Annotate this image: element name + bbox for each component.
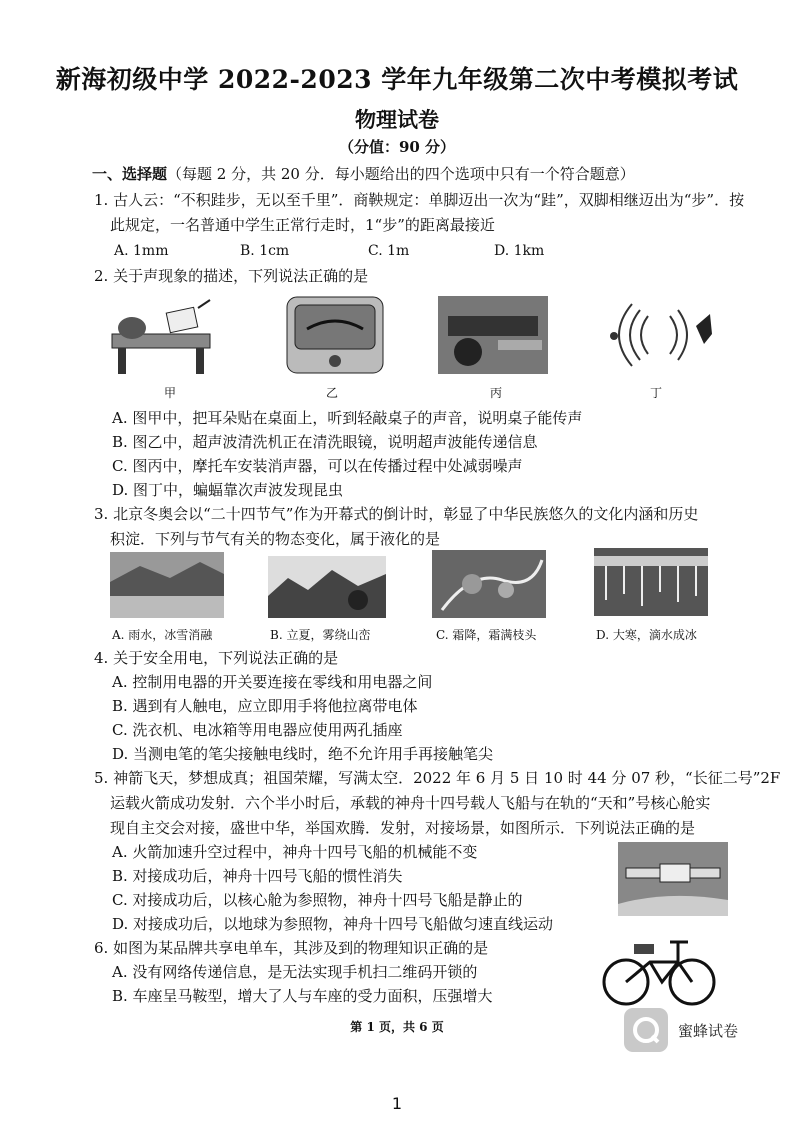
q1-option-c: C. 1m [368, 243, 410, 259]
q2-caption-yi: 乙 [325, 386, 338, 400]
q3-line1: 3. 北京冬奥会以“二十四节气”作为开幕式的倒计时，彰显了中华民族悠久的文化内涵和历史 [94, 505, 699, 523]
q1-option-d: D. 1km [494, 243, 545, 259]
q1-option-a: A. 1mm [114, 243, 169, 259]
q3-image-b [268, 556, 386, 618]
brand-name: 蜜蜂试卷 [678, 1022, 739, 1040]
q4-option-a: A. 控制用电器的开关要连接在零线和用电器之间 [112, 673, 433, 691]
q3-image-a [110, 552, 224, 618]
score-info: （分值：90 分） [338, 138, 456, 156]
q3-caption-d: D. 大寒，滴水成冰 [596, 628, 697, 642]
q5-line3: 现自主交会对接，盛世中华，举国欢腾．发射，对接场景，如图所示．下列说法正确的是 [110, 819, 696, 837]
q6-stem: 6. 如图为某品牌共享电单车，其涉及到的物理知识正确的是 [94, 939, 489, 957]
q2-caption-ding: 丁 [649, 386, 662, 400]
brand-watermark [624, 1008, 774, 1052]
q2-image-bing [438, 296, 548, 374]
q2-image-jia [110, 298, 222, 376]
q5-line2: 运载火箭成功发射．六个半小时后，承载的神舟十四号载人飞船与在轨的“天和”号核心舱实 [110, 794, 711, 812]
q3-caption-b: B. 立夏，雾绕山峦 [270, 628, 371, 642]
q5-option-a: A. 火箭加速升空过程中，神舟十四号飞船的机械能不变 [112, 843, 478, 861]
bee-logo-icon [624, 1008, 668, 1052]
q5-line1: 5. 神箭飞天，梦想成真；祖国荣耀，写满太空．2022 年 6 月 5 日 10 时 44 分 07 秒，“长征二号”2F [94, 769, 781, 787]
q2-option-d: D. 图丁中，蝙蝠靠次声波发现昆虫 [112, 481, 344, 499]
q3-caption-c: C. 霜降，霜满枝头 [436, 628, 537, 642]
q2-image-yi [285, 295, 385, 375]
q5-option-d: D. 对接成功后，以地球为参照物，神舟十四号飞船做匀速直线运动 [112, 915, 554, 933]
q2-stem: 2. 关于声现象的描述，下列说法正确的是 [94, 267, 369, 285]
q2-option-c: C. 图丙中，摩托车安装消声器，可以在传播过程中处减弱噪声 [112, 457, 523, 475]
q5-spacecraft-image [618, 842, 728, 916]
q2-image-ding [600, 300, 720, 370]
subject-title: 物理试卷 [355, 107, 439, 132]
q1-line2: 此规定，一名普通中学生正常行走时，1“步”的距离最接近 [110, 216, 495, 234]
exam-title: 新海初级中学 2022-2023 学年九年级第二次中考模拟考试 [55, 65, 739, 94]
q1-line1: 1. 古人云：“不积跬步，无以至千里”．商鞅规定：单脚迈出一次为“跬”，双脚相继迈出为“步”．按 [94, 191, 745, 209]
q6-option-a: A. 没有网络传递信息，是无法实现手机扫二维码开锁的 [112, 963, 478, 981]
section-instructions: （每题 2 分，共 20 分．每小题给出的四个选项中只有一个符合题意） [167, 165, 635, 183]
q2-caption-jia: 甲 [163, 386, 176, 400]
q3-image-d [594, 548, 708, 616]
q2-caption-bing: 丙 [489, 386, 502, 400]
q1-option-b: B. 1cm [240, 243, 290, 259]
q6-bicycle-image [598, 932, 720, 1008]
page-number: 1 [391, 1094, 403, 1113]
q4-stem: 4. 关于安全用电，下列说法正确的是 [94, 649, 339, 667]
q6-option-b: B. 车座呈马鞍型，增大了人与车座的受力面积，压强增大 [112, 987, 493, 1005]
q2-option-b: B. 图乙中，超声波清洗机正在清洗眼镜，说明超声波能传递信息 [112, 433, 538, 451]
q4-option-d: D. 当测电笔的笔尖接触电线时，绝不允许用手再接触笔尖 [112, 745, 494, 763]
q5-option-c: C. 对接成功后，以核心舱为参照物，神舟十四号飞船是静止的 [112, 891, 523, 909]
q3-line2: 积淀．下列与节气有关的物态变化，属于液化的是 [110, 530, 441, 548]
q3-image-c [432, 550, 546, 618]
q4-option-b: B. 遇到有人触电，应立即用手将他拉离带电体 [112, 697, 418, 715]
q3-caption-a: A. 雨水，冰雪消融 [112, 628, 213, 642]
page-footer: 第 1 页，共 6 页 [350, 1020, 444, 1034]
section-heading [92, 164, 635, 184]
q2-option-a: A. 图甲中，把耳朵贴在桌面上，听到轻敲桌子的声音，说明桌子能传声 [112, 409, 583, 427]
q4-option-c: C. 洗衣机、电冰箱等用电器应使用两孔插座 [112, 721, 403, 739]
section-title: 一、选择题 [92, 165, 168, 183]
q5-option-b: B. 对接成功后，神舟十四号飞船的惯性消失 [112, 867, 403, 885]
